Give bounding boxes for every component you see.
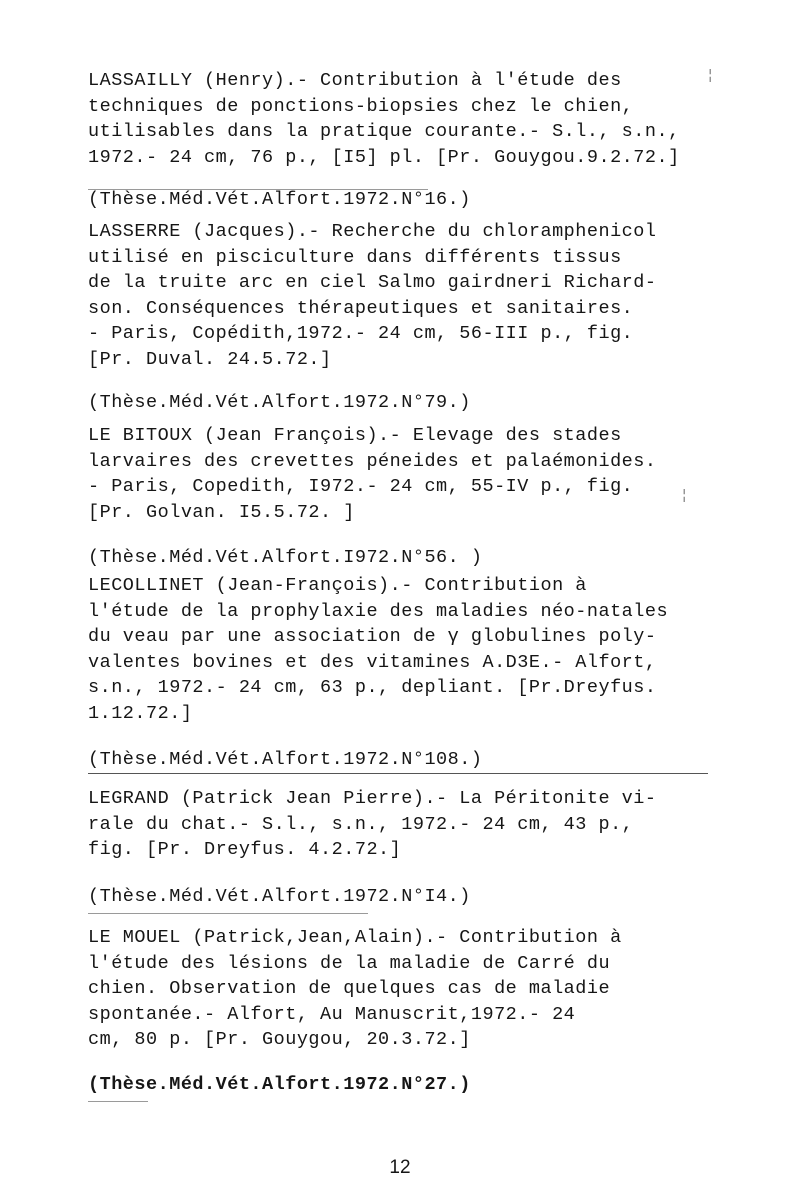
entry-line: LE BITOUX (Jean François).- Elevage des stades — [88, 425, 622, 446]
entry-line: techniques de ponctions-biopsies chez le chien, — [88, 95, 634, 117]
entry-line: [Pr. Golvan. I5.5.72. ] — [88, 501, 355, 523]
entry-line: fig. [Pr. Dreyfus. 4.2.72.] — [88, 839, 402, 860]
entry-line: [Pr. Duval. 24.5.72.] — [88, 348, 332, 370]
page-number: 12 — [389, 1157, 411, 1178]
entry-line: son. Conséquences thérapeutiques et sanitaires. — [88, 297, 634, 319]
bibliography-entry-le-bitoux — [88, 423, 708, 525]
entry-line: - Paris, Copedith, I972.- 24 cm, 55-IV p., fig. — [88, 476, 634, 497]
separator-rule — [88, 913, 368, 914]
entry-line: utilisé en pisciculture dans différents tissus — [88, 246, 622, 268]
entry-line: LASSERRE (Jacques).- Recherche du chloramphenicol — [88, 221, 657, 242]
bibliography-entry-lassailly — [88, 68, 708, 170]
thesis-reference: (Thèse.Méd.Vét.Alfort.1972.N°I4.) — [88, 886, 471, 907]
entry-line: LASSAILLY (Henry).- Contribution à l'étude des — [88, 70, 622, 91]
bibliography-entry-legrand — [88, 786, 708, 863]
entry-line: utilisables dans la pratique courante.- S.l., s.n., — [88, 121, 680, 142]
bibliography-entry-le-mouel — [88, 925, 708, 1053]
entry-line: l'étude de la prophylaxie des maladies néo-natales — [88, 600, 669, 622]
entry-line: larvaires des crevettes péneides et palaémonides. — [88, 450, 657, 472]
thesis-reference: (Thèse.Méd.Vét.Alfort.1972.N°27.) — [88, 1074, 471, 1095]
scan-mark: ¦ — [706, 68, 715, 84]
entry-line: LE MOUEL (Patrick,Jean,Alain).- Contribution à — [88, 927, 622, 948]
bibliography-entry-lasserre — [88, 219, 708, 372]
separator-rule — [88, 773, 708, 774]
scan-mark: ¦ — [680, 488, 689, 504]
thesis-reference: (Thèse.Méd.Vét.Alfort.1972.N°79.) — [88, 392, 471, 413]
entry-line: 1972.- 24 cm, 76 p., [I5] pl. [Pr. Gouygou.9.2.72.] — [88, 146, 680, 168]
entry-line: l'étude des lésions de la maladie de Carré du — [88, 952, 611, 974]
entry-line: cm, 80 p. [Pr. Gouygou, 20.3.72.] — [88, 1029, 471, 1050]
separator-rule — [88, 1101, 148, 1102]
thesis-reference: (Thèse.Méd.Vét.Alfort.1972.N°108.) — [88, 749, 483, 770]
thesis-reference: (Thèse.Méd.Vét.Alfort.I972.N°56. ) — [88, 547, 483, 568]
thesis-reference: (Thèse.Méd.Vét.Alfort.1972.N°16.) — [88, 189, 471, 210]
entry-line: spontanée.- Alfort, Au Manuscrit,1972.- 24 — [88, 1003, 576, 1025]
entry-line: - Paris, Copédith,1972.- 24 cm, 56-III p., fig. — [88, 323, 634, 344]
entry-line: du veau par une association de γ globulines poly- — [88, 626, 657, 647]
entry-line: chien. Observation de quelques cas de maladie — [88, 978, 611, 999]
entry-line: LECOLLINET (Jean-François).- Contribution à — [88, 575, 587, 596]
entry-line: LEGRAND (Patrick Jean Pierre).- La Péritonite vi- — [88, 788, 657, 809]
entry-line: valentes bovines et des vitamines A.D3E.- Alfort, — [88, 651, 657, 673]
entry-line: rale du chat.- S.l., s.n., 1972.- 24 cm, 43 p., — [88, 813, 634, 835]
entry-line: s.n., 1972.- 24 cm, 63 p., depliant. [Pr.Dreyfus. — [88, 677, 657, 698]
entry-line: de la truite arc en ciel Salmo gairdneri Richard- — [88, 272, 657, 293]
entry-line: 1.12.72.] — [88, 702, 193, 724]
bibliography-entry-lecollinet — [88, 573, 708, 726]
